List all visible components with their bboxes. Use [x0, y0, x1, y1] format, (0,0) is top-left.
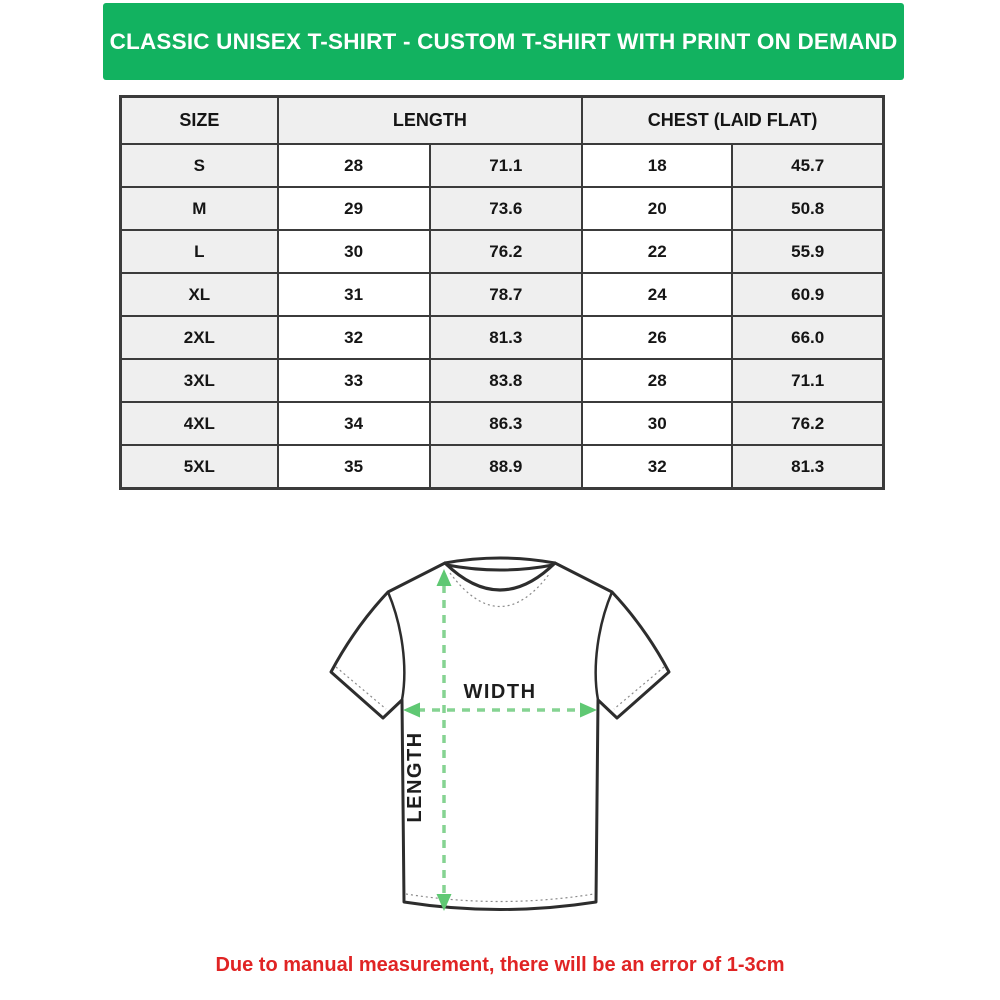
- col-header-chest: CHEST (LAID FLAT): [582, 97, 883, 145]
- cell-length-in: 29: [278, 187, 430, 230]
- cell-chest-cm: 55.9: [732, 230, 883, 273]
- measurement-note: Due to manual measurement, there will be an error of 1-3cm: [215, 954, 785, 976]
- cell-chest-in: 28: [582, 359, 732, 402]
- table-row: [121, 144, 884, 187]
- length-label: LENGTH: [404, 731, 426, 823]
- cell-chest-in: 24: [582, 273, 732, 316]
- width-label: WIDTH: [463, 681, 537, 703]
- cell-size: XL: [121, 273, 278, 316]
- tshirt-outline: [331, 558, 669, 910]
- table-row: [121, 230, 884, 273]
- cell-length-cm: 71.1: [430, 144, 583, 187]
- title-banner: [103, 3, 904, 80]
- cell-chest-in: 32: [582, 445, 732, 489]
- table-row: [121, 187, 884, 230]
- cell-length-in: 34: [278, 402, 430, 445]
- cell-size: S: [121, 144, 278, 187]
- cell-chest-in: 18: [582, 144, 732, 187]
- col-header-length: LENGTH: [278, 97, 582, 145]
- cell-chest-cm: 60.9: [732, 273, 883, 316]
- cell-chest-in: 26: [582, 316, 732, 359]
- page-title: CLASSIC UNISEX T-SHIRT - CUSTOM T-SHIRT WITH PRINT ON DEMAND: [109, 28, 898, 54]
- cell-size: 5XL: [121, 445, 278, 489]
- header-row: [121, 97, 884, 145]
- cell-chest-cm: 81.3: [732, 445, 883, 489]
- cell-length-in: 30: [278, 230, 430, 273]
- table-row: [121, 359, 884, 402]
- cell-chest-in: 22: [582, 230, 732, 273]
- col-header-size: SIZE: [121, 97, 278, 145]
- cell-length-cm: 83.8: [430, 359, 583, 402]
- cell-size: L: [121, 230, 278, 273]
- cell-length-in: 28: [278, 144, 430, 187]
- cell-chest-cm: 76.2: [732, 402, 883, 445]
- cell-size: 4XL: [121, 402, 278, 445]
- table-row: [121, 273, 884, 316]
- cell-chest-in: 30: [582, 402, 732, 445]
- tshirt-svg: [300, 545, 700, 945]
- cell-chest-cm: 45.7: [732, 144, 883, 187]
- cell-chest-cm: 71.1: [732, 359, 883, 402]
- cell-length-in: 35: [278, 445, 430, 489]
- cell-size: 3XL: [121, 359, 278, 402]
- cell-length-in: 32: [278, 316, 430, 359]
- cell-length-cm: 86.3: [430, 402, 583, 445]
- footer: [0, 954, 1000, 977]
- cell-length-in: 33: [278, 359, 430, 402]
- cell-length-cm: 78.7: [430, 273, 583, 316]
- cell-chest-cm: 66.0: [732, 316, 883, 359]
- size-table-body: [121, 144, 884, 489]
- cell-chest-cm: 50.8: [732, 187, 883, 230]
- tshirt-diagram: [300, 545, 700, 945]
- cell-size: M: [121, 187, 278, 230]
- table-row: [121, 445, 884, 489]
- cell-size: 2XL: [121, 316, 278, 359]
- cell-chest-in: 20: [582, 187, 732, 230]
- cell-length-cm: 76.2: [430, 230, 583, 273]
- size-table: [119, 95, 885, 490]
- cell-length-cm: 73.6: [430, 187, 583, 230]
- table-row: [121, 316, 884, 359]
- cell-length-cm: 88.9: [430, 445, 583, 489]
- table-row: [121, 402, 884, 445]
- size-table-header: [121, 97, 884, 145]
- cell-length-cm: 81.3: [430, 316, 583, 359]
- cell-length-in: 31: [278, 273, 430, 316]
